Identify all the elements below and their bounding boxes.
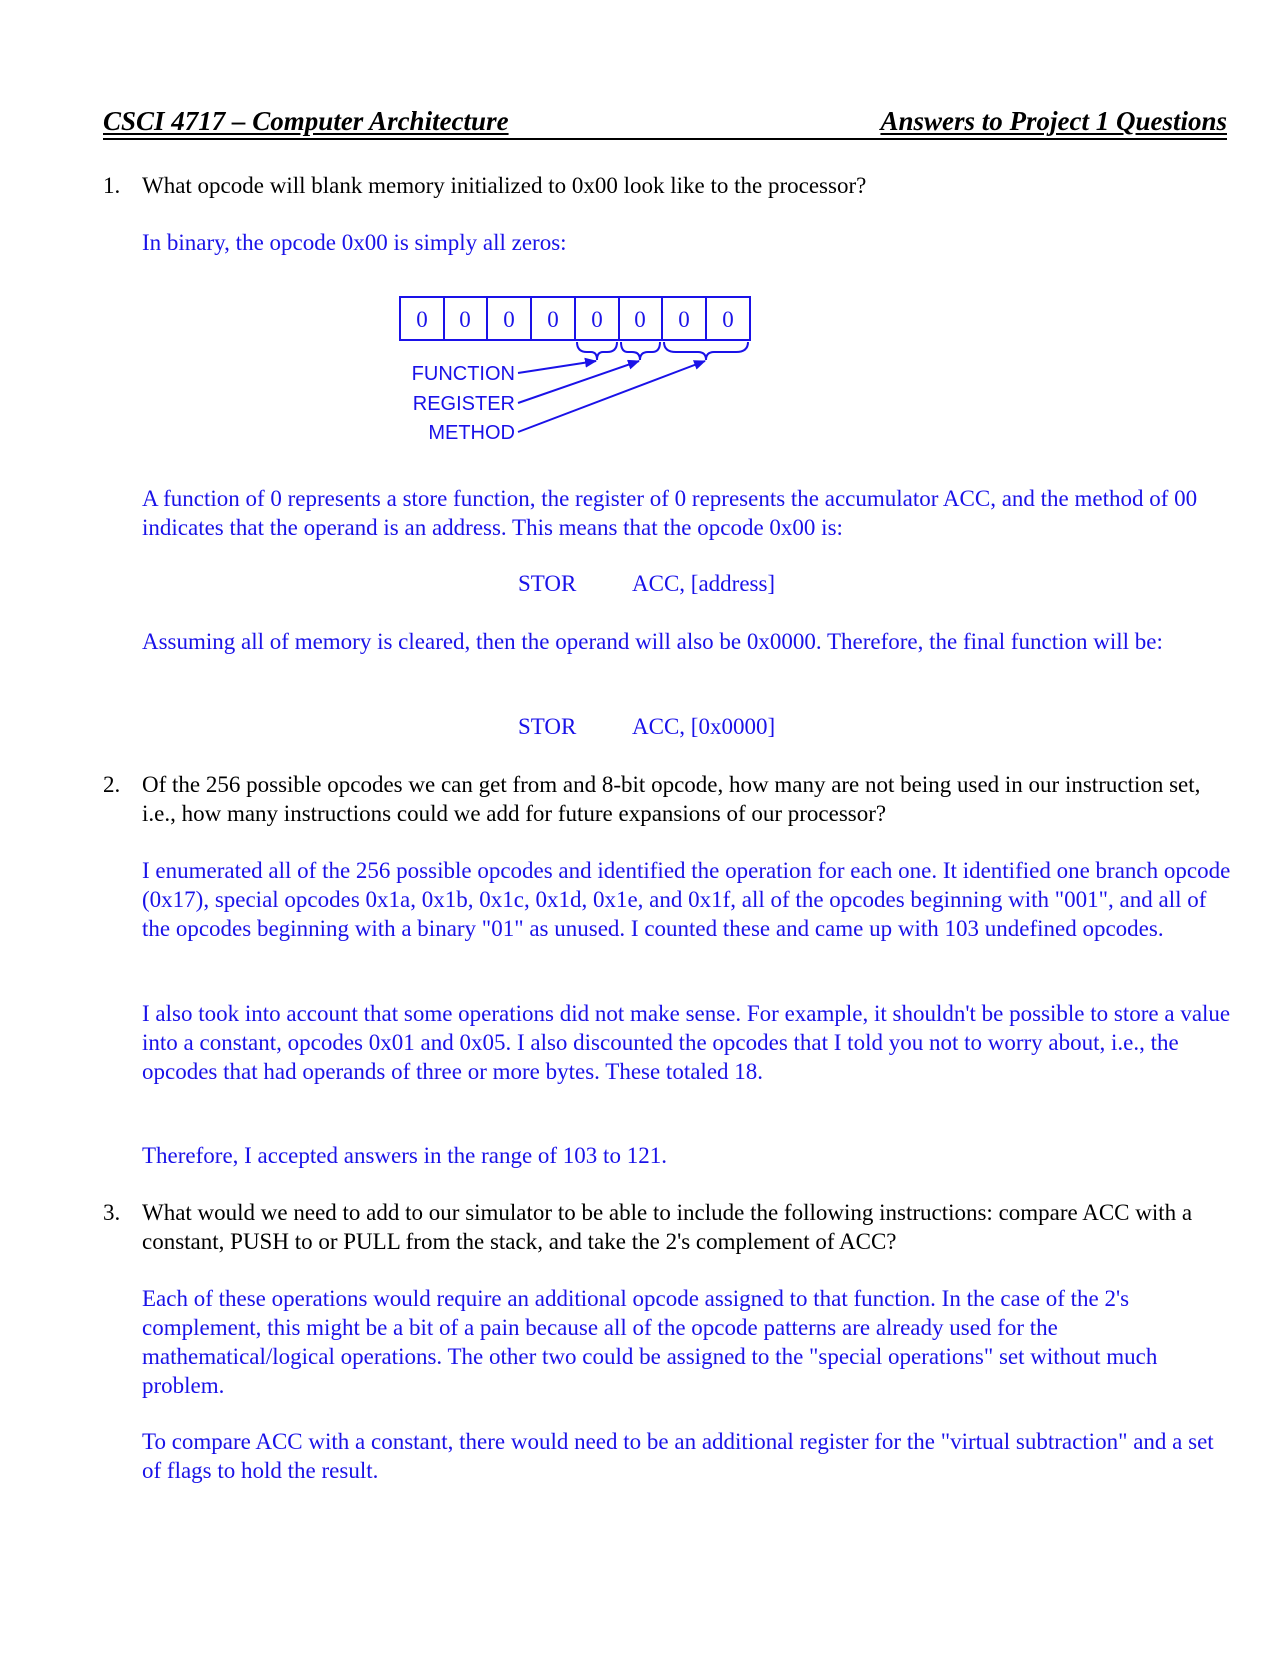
instruction-1-operands: ACC, [address] — [632, 571, 776, 596]
bit-4: 0 — [547, 307, 559, 332]
bit-2: 0 — [634, 307, 646, 332]
answer-2-discount: I also took into account that some operations did not make sense. For example, it shouldn't be possible to store a value into a constant, opcodes 0x01 and 0x05. I also discounted the opcodes that I told you not to worry about, i.e., the opcodes that had operands of three or more bytes. These totaled 18. — [142, 1001, 1231, 1084]
course-title: CSCI 4717 – Computer Architecture — [103, 106, 509, 136]
field-arrows — [518, 361, 705, 432]
bit-0: 0 — [722, 307, 734, 332]
question-3-number: 3. — [103, 1200, 121, 1225]
answer-3-compare: To compare ACC with a constant, there would need to be an additional register for the "virtual subtraction" and a set of flags to hold the result. — [142, 1429, 1214, 1483]
field-braces — [577, 342, 748, 360]
bit-3: 0 — [591, 307, 603, 332]
answer-2-conclusion: Therefore, I accepted answers in the range of 103 to 121. — [142, 1143, 667, 1168]
bit-7: 0 — [416, 307, 428, 332]
bit-6: 0 — [459, 307, 471, 332]
function-label: FUNCTION — [411, 363, 515, 385]
register-label: REGISTER — [412, 393, 515, 415]
method-label: METHOD — [428, 422, 515, 444]
question-3-text: What would we need to add to our simulator to be able to include the following instructions: compare ACC with a constant, PUSH to or PULL from the stack, and take the 2's complement of ACC? — [142, 1200, 1193, 1254]
instruction-1-mnemonic: STOR — [518, 571, 577, 596]
question-2-number: 2. — [103, 772, 121, 797]
answer-1-explanation: A function of 0 represents a store function, the register of 0 represents the accumulator ACC, and the method of 00 indicates that the operand is an address. This means that the opcode 0x00 is: — [142, 486, 1198, 540]
bit-boxes — [400, 297, 750, 340]
register-brace — [621, 342, 660, 360]
answer-2-enumeration: I enumerated all of the 256 possible opcodes and identified the operation for each one. It identified one branch opcode (0x17), special opcodes 0x1a, 0x1b, 0x1c, 0x1d, 0x1e, and 0x1f, all of the opcodes beginning with "001", and all of the opcodes beginning with a binary "01" as unused. I counted these and came up with 103 undefined opcodes. — [142, 858, 1231, 941]
instruction-1 — [518, 569, 775, 598]
register-arrow — [518, 361, 639, 403]
function-arrow — [518, 361, 596, 373]
function-brace — [577, 342, 617, 360]
answer-1-intro: In binary, the opcode 0x00 is simply all zeros: — [142, 230, 567, 255]
answer-1-operand: Assuming all of memory is cleared, then the operand will also be 0x0000. Therefore, the final function will be: — [142, 629, 1163, 654]
instruction-2-mnemonic: STOR — [518, 714, 577, 739]
answer-3-opcodes: Each of these operations would require an additional opcode assigned to that function. In the case of the 2's complement, this might be a bit of a pain because all of the opcode patterns are already used for the mathematical/logical operations. The other two could be assigned to the "special operations" set without much problem. — [142, 1286, 1158, 1398]
instruction-2 — [518, 712, 775, 741]
question-1-number: 1. — [103, 173, 121, 198]
method-brace — [664, 342, 748, 360]
question-2-text: Of the 256 possible opcodes we can get from and 8-bit opcode, how many are not being used in our instruction set, i.e., how many instructions could we add for future expansions of our processor? — [142, 772, 1201, 826]
opcode-bit-diagram — [0, 0, 1280, 470]
bit-1: 0 — [678, 307, 690, 332]
document-title: Answers to Project 1 Questions — [880, 106, 1227, 136]
method-arrow — [518, 361, 705, 432]
question-1-text: What opcode will blank memory initialized to 0x00 look like to the processor? — [142, 173, 867, 198]
bit-5: 0 — [503, 307, 515, 332]
instruction-2-operands: ACC, [0x0000] — [632, 714, 776, 739]
